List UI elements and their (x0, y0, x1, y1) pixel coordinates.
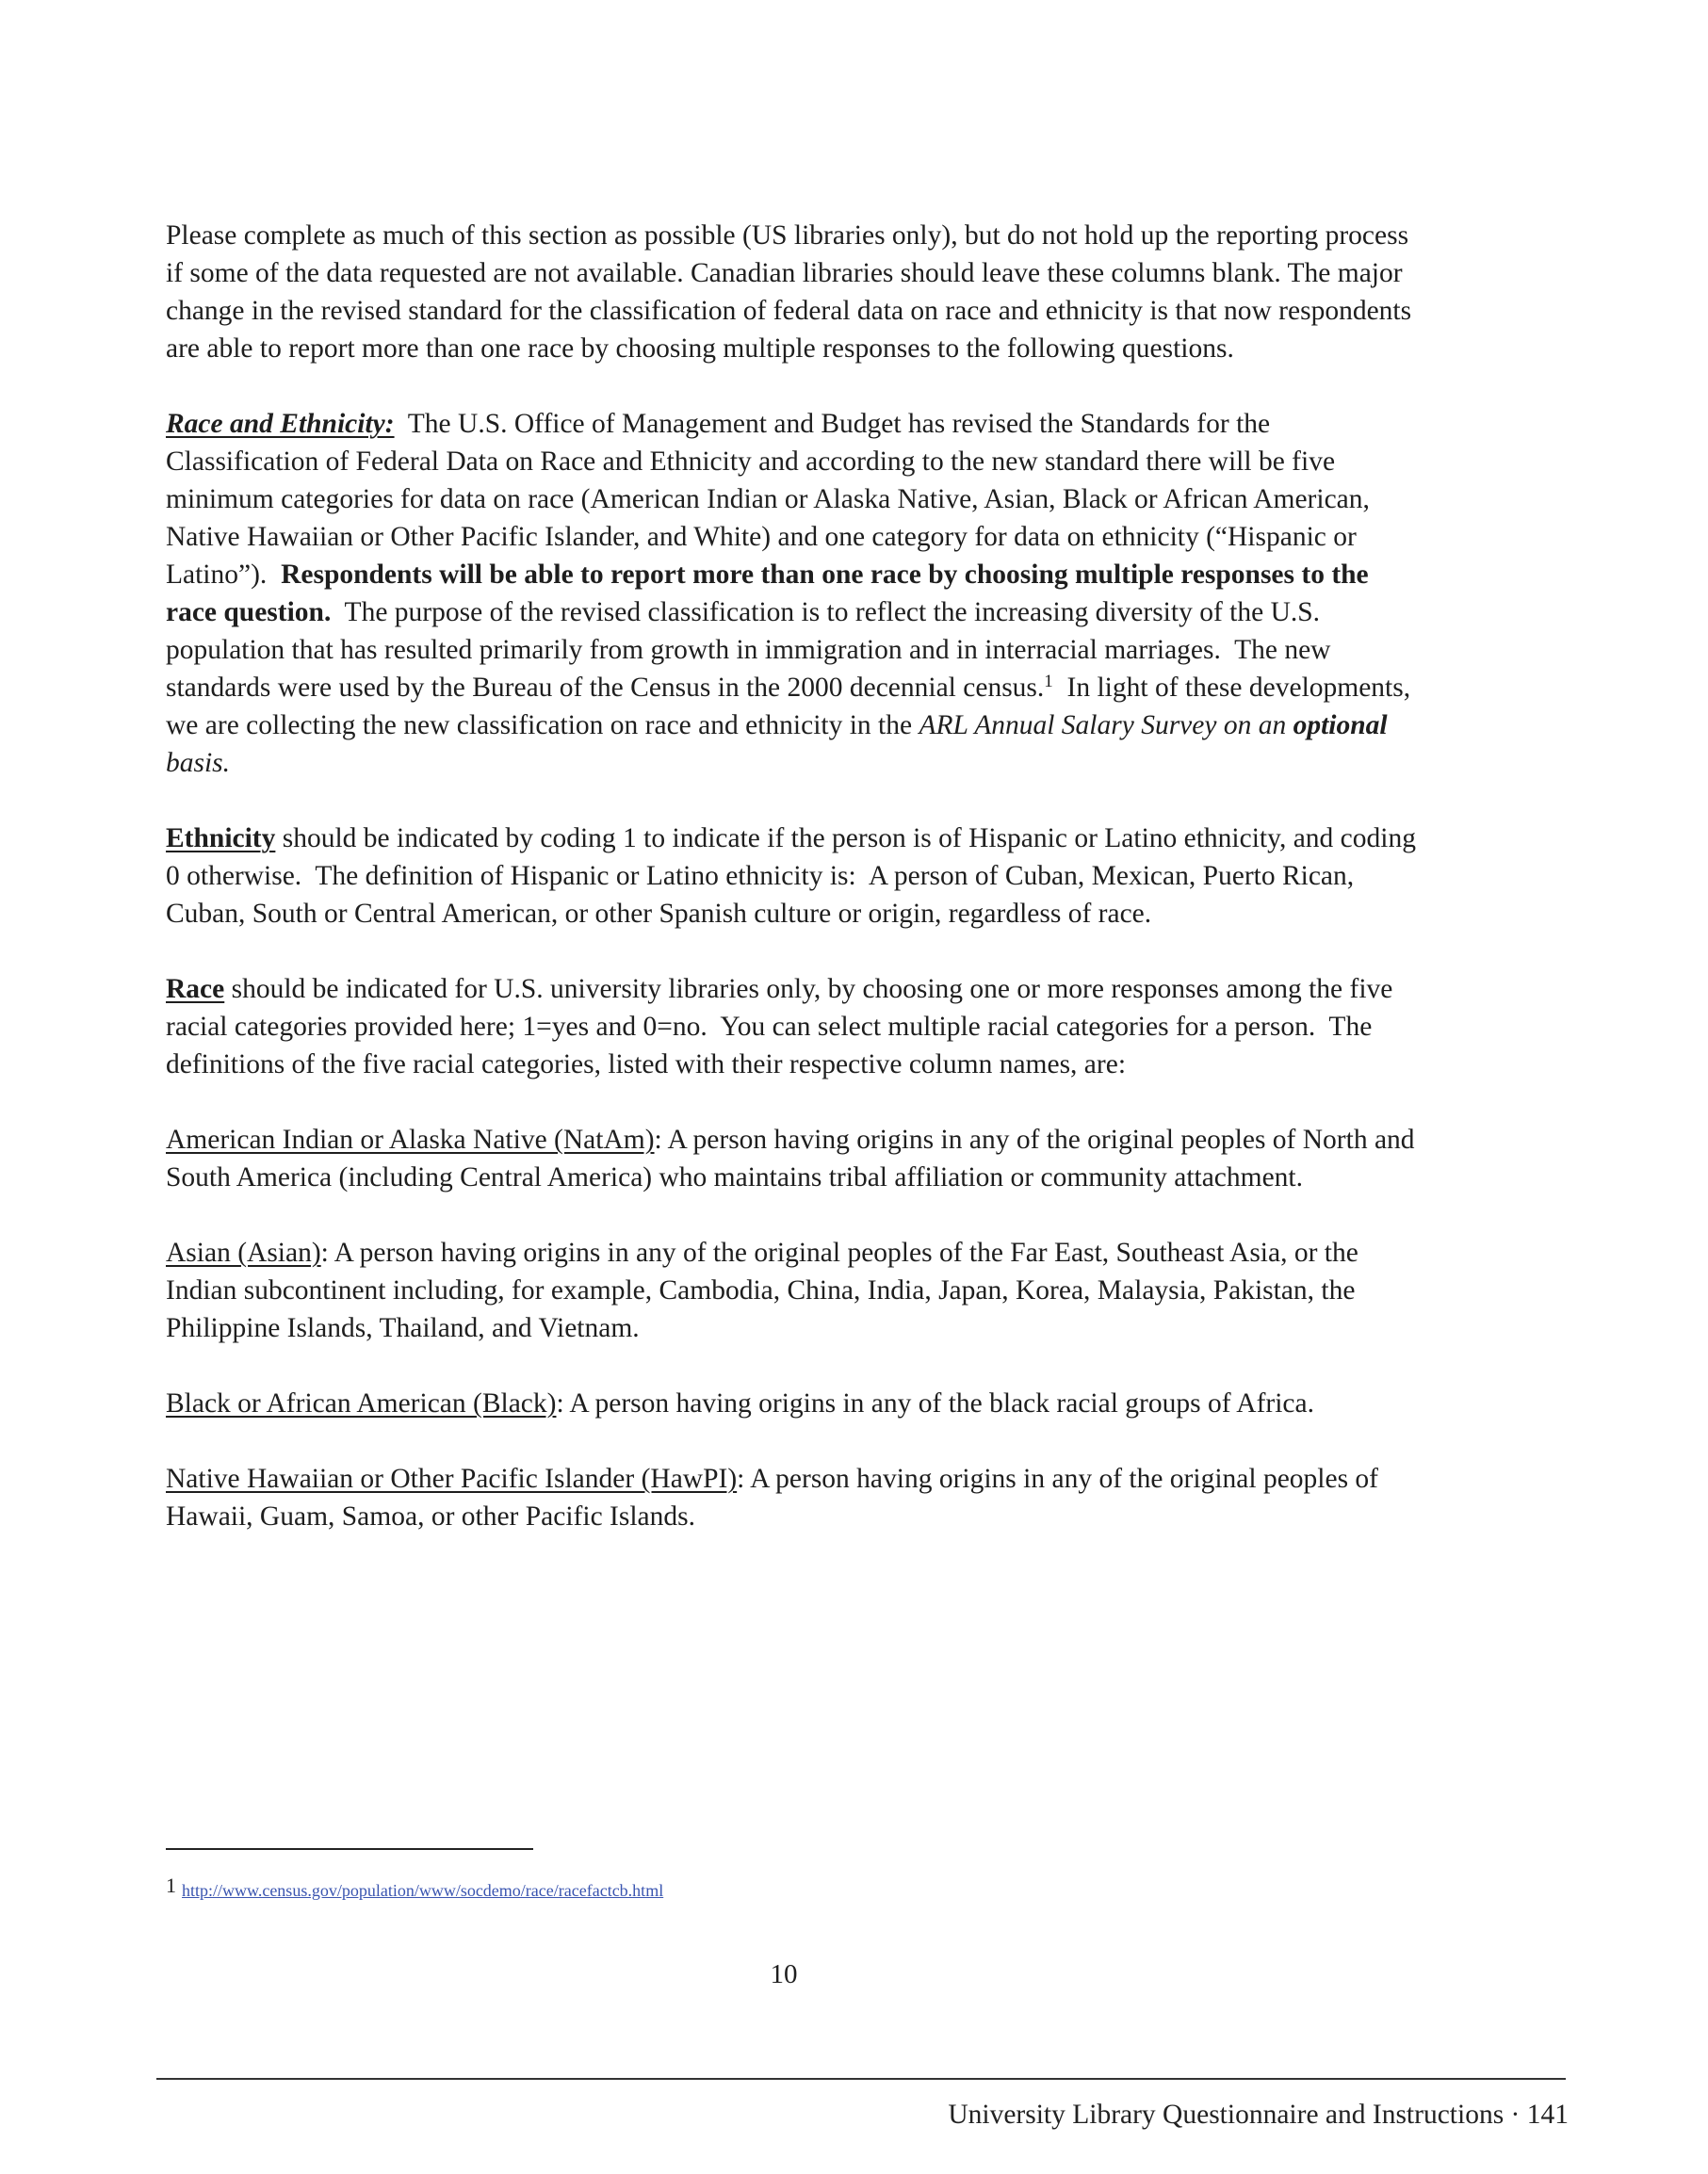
footnote (166, 1874, 663, 1902)
category-definition: : A person having origins in any of the original peoples of Hawaii, Guam, Samoa, or other Pacific Islands. (166, 1464, 1379, 1532)
category-term: American Indian or Alaska Native (NatAm) (166, 1125, 655, 1155)
category-definition: : A person having origins in any of the black racial groups of Africa. (556, 1388, 1314, 1419)
footer-title: University Library Questionnaire and Instructions · 141 (948, 2100, 1569, 2130)
survey-name-italic: ARL Annual Salary Survey on an (919, 710, 1293, 740)
race-ethnicity-text-3: In light of these developments, we are collecting the new classification on race and ethnicity in the (166, 673, 1418, 740)
footer-divider (156, 2078, 1566, 2080)
footnote-link[interactable]: http://www.census.gov/population/www/socdemo/race/racefactcb.html (182, 1881, 664, 1900)
race-heading: Race (166, 974, 225, 1004)
category-term: Asian (Asian) (166, 1238, 321, 1268)
category-term: Black or African American (Black) (166, 1388, 557, 1419)
ethnicity-text: should be indicated by coding 1 to indicate if the person is of Hispanic or Latino ethnicity, and coding 0 otherwise. The definition of Hispanic or Latino ethnicity is: A person of Cuban, Mexican, Puerto Rican, Cuban, South or Central American, or other Spanish culture or origin, regardless of race. (166, 823, 1423, 929)
race-ethnicity-text-2: The purpose of the revised classification is to reflect the increasing diversity of the U.S. population that has resulted primarily from growth in immigration and in interracial marriages. The new standards were used by the Bureau of the Census in the 2000 decennial census. (166, 597, 1338, 703)
basis-italic: basis. (166, 710, 1394, 778)
race-ethnicity-bold-text: Respondents will be able to report more than one race by choosing multiple responses to the race question. (166, 560, 1369, 627)
footnote-reference[interactable]: 1 (1044, 672, 1053, 691)
category-definition: : A person having origins in any of the original peoples of the Far East, Southeast Asia, or the Indian subcontinent including, for example, Cambodia, China, India, Japan, Korea, Malaysia, Pakistan, the Philippine Islands, Thailand, and Vietnam. (166, 1238, 1358, 1343)
ethnicity-heading: Ethnicity (166, 823, 276, 853)
category-black (166, 1385, 1419, 1422)
race-ethnicity-heading: Race and Ethnicity: (166, 409, 395, 439)
intro-text: Please complete as much of this section as possible (US libraries only), but do not hold up the reporting process if some of the data requested are not available. Canadian libraries should leave these columns blank. The major change in the revised standard for the classification of federal data on race and ethnicity is that now respondents are able to report more than one race by choosing multiple responses to the following questions. (166, 220, 1412, 364)
page-number: 10 (770, 1959, 798, 1989)
category-asian (166, 1234, 1419, 1347)
race-ethnicity-text-1: The U.S. Office of Management and Budget has revised the Standards for the Classification of Federal Data on Race and Ethnicity and according to the new standard there will be five minimum categories for data on race (American Indian or Alaska Native, Asian, Black or African American, Native Hawaiian or Other Pacific Islander, and White) and one category for data on ethnicity (“Hispanic or Latino”). (166, 409, 1377, 590)
intro-paragraph (166, 217, 1419, 367)
category-term: Native Hawaiian or Other Pacific Islander (HawPI) (166, 1464, 738, 1494)
footnote-number: 1 (166, 1874, 176, 1897)
page-body (166, 217, 1423, 1573)
ethnicity-paragraph (166, 819, 1423, 933)
category-hawpi (166, 1460, 1419, 1535)
category-definition: : A person having origins in any of the original peoples of North and South America (including Central America) who maintains tribal affiliation or community attachment. (166, 1125, 1415, 1192)
category-natam (166, 1121, 1419, 1196)
race-paragraph (166, 970, 1419, 1083)
optional-emphasis: optional (1293, 710, 1388, 740)
race-text: should be indicated for U.S. university libraries only, by choosing one or more responses among the five racial categories provided here; 1=yes and 0=no. You can select multiple racial categories for a person. The definitions of the five racial categories, listed with their respective column names, are: (166, 974, 1400, 1079)
footnote-separator (166, 1848, 533, 1850)
race-ethnicity-paragraph (166, 405, 1419, 782)
